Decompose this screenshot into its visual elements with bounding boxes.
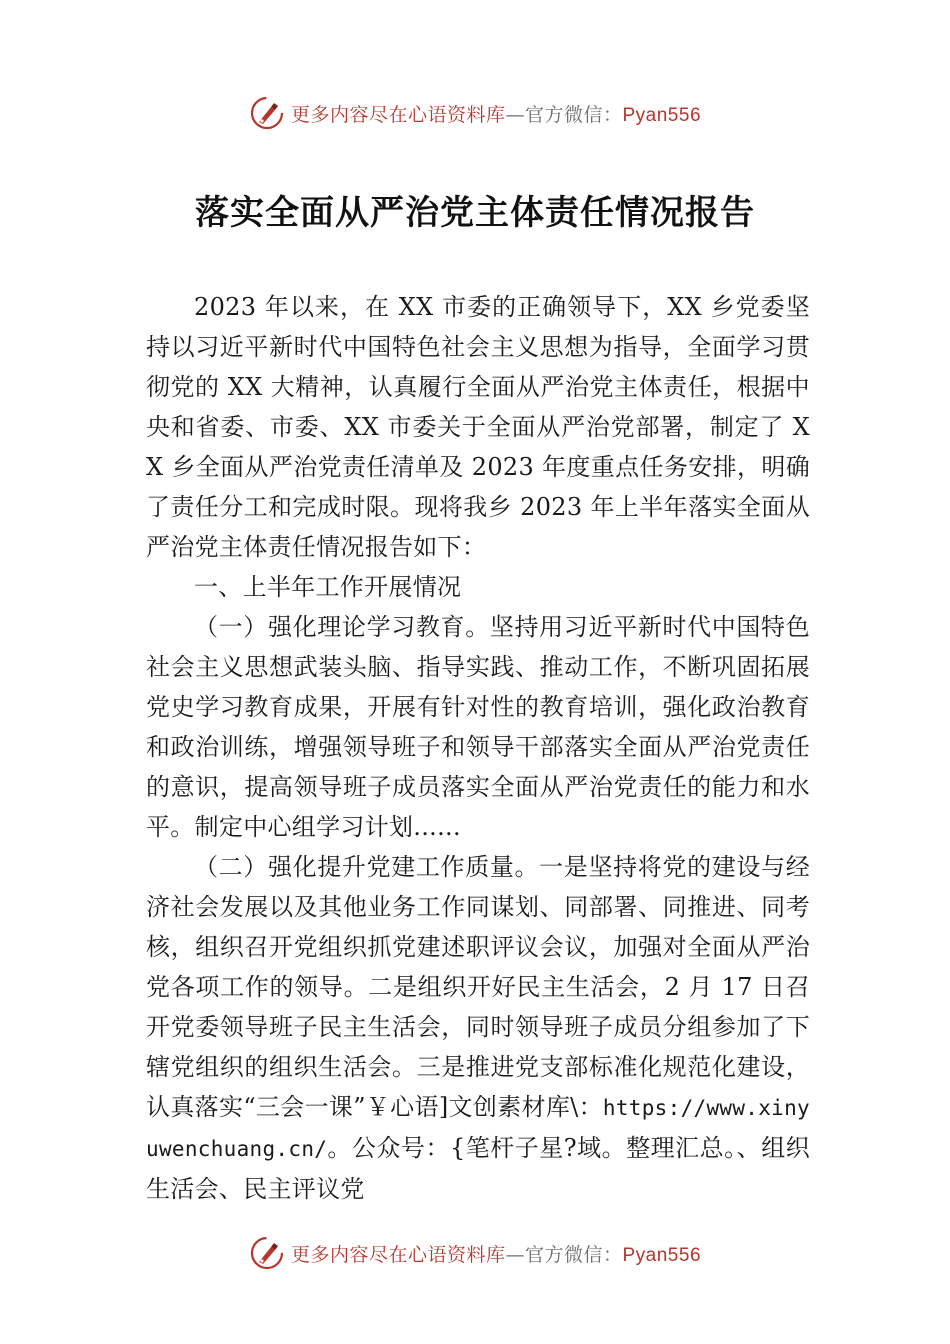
paragraph-intro: 2023 年以来，在 XX 市委的正确领导下，XX 乡党委坚持以习近平新时代中国特色社会主义思想为指导，全面学习贯彻党的 XX 大精神，认真履行全面从严治党主体责任，根据中央和省委、市委、XX 市委关于全面从严治党部署，制定了 XX 乡全面从严治党责任清单及 2023 年度重点任务安排，明确了责任分工和完成时限。现将我乡 2023 年上半年落实全面从严治党主体责任情况报告如下： <box>146 293 810 561</box>
pen-nib-logo-icon <box>249 1235 285 1271</box>
watermark-text <box>291 100 701 127</box>
watermark-dash: — <box>505 1243 525 1266</box>
watermark-text <box>291 1240 701 1267</box>
watermark-wechat-id: Pyan556 <box>622 1244 702 1266</box>
watermark-dash: — <box>505 103 525 126</box>
watermark-wechat-label: 官方微信： <box>524 103 623 126</box>
watermark-banner-top <box>0 93 950 133</box>
document-title: 落实全面从严治党主体责任情况报告 <box>195 193 755 233</box>
document-body <box>146 287 810 1209</box>
watermark-wechat-label: 官方微信： <box>524 1243 623 1266</box>
watermark-banner-bottom <box>0 1233 950 1273</box>
pen-nib-logo-icon <box>249 95 285 131</box>
paragraph-party-building <box>146 847 810 1209</box>
watermark-slogan: 更多内容尽在心语资料库 <box>290 1243 506 1266</box>
paragraph-tail: 。公众号：{笔杆子星?域。整理汇总。、组织生活会、民主评议党 <box>146 1134 810 1203</box>
watermark-wechat-id: Pyan556 <box>622 104 702 126</box>
watermark-slogan: 更多内容尽在心语资料库 <box>290 103 506 126</box>
paragraph-theory-study: （一）强化理论学习教育。坚持用习近平新时代中国特色社会主义思想武装头脑、指导实践、推动工作，不断巩固拓展党史学习教育成果，开展有针对性的教育培训，强化政治教育和政治训练，增强领导班子和领导干部落实全面从严治党责任的意识，提高领导班子成员落实全面从严治党责任的能力和水平。制定中心组学习计划...... <box>146 613 810 841</box>
party-building-text: （二）强化提升党建工作质量。一是坚持将党的建设与经济社会发展以及其他业务工作同谋划、同部署、同推进、同考核，组织召开党组织抓党建述职评议会议，加强对全面从严治党各项工作的领导。二是组织开好民主生活会，2 月 17 日召开党委领导班子民主生活会，同时领导班子成员分组参加了下辖党组织的组织生活会。三是推进党支部标准化规范化建设，认真落实“三会一课”￥心语]文创素材库\： <box>146 853 810 1121</box>
section-heading: 一、上半年工作开展情况 <box>194 573 462 601</box>
website-url: https://www.xinyuwenchuang.cn/ <box>146 1096 810 1161</box>
